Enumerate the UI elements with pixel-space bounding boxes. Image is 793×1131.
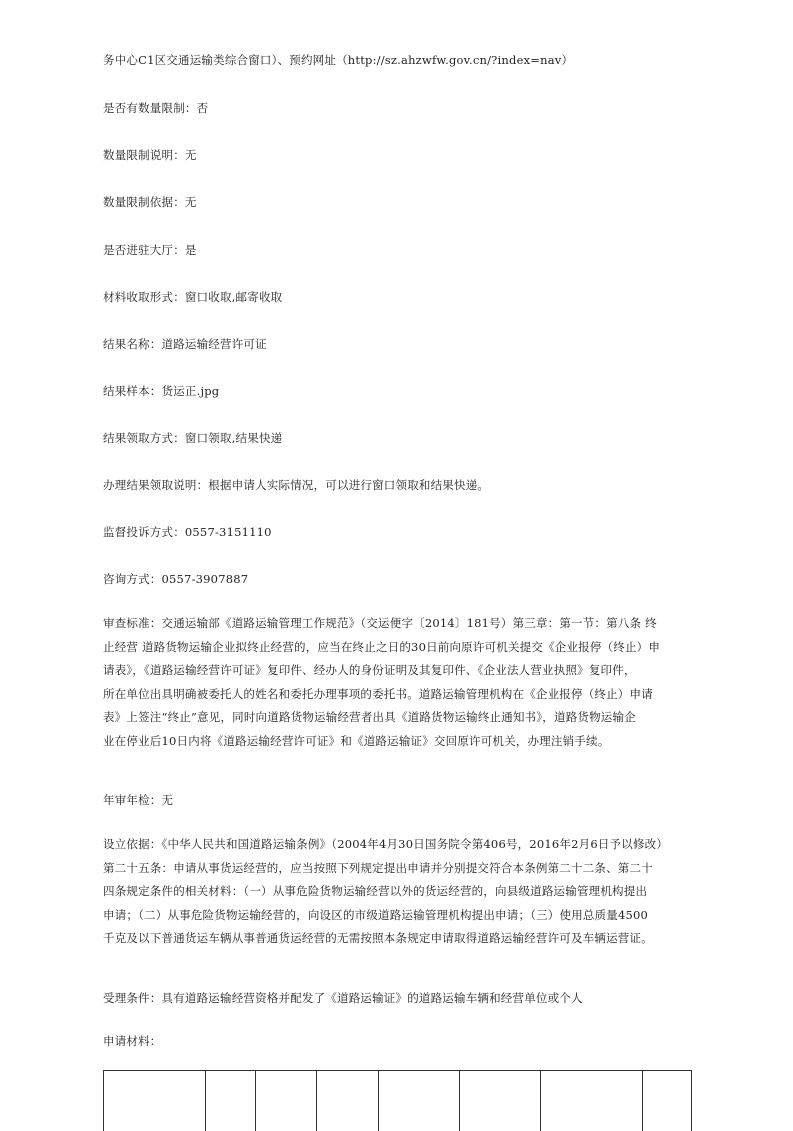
basis-line: 第二十五条：申请从事货运经营的，应当按照下列规定提出申请并分别提交符合本条例第二十二条、第二十 [103, 860, 653, 875]
review-line: 所在单位出具明确被委托人的姓名和委托办理事项的委托书。道路运输管理机构在《企业报停（终止）申请 [103, 686, 653, 701]
table-column-divider [316, 1071, 317, 1131]
basis-line: 千克及以下普通货运车辆从事普通货运经营的无需按照本条规定申请取得道路运输经营许可及车辆运营证。 [103, 931, 653, 945]
quantity-limit-basis-line: 数量限制依据：无 [103, 195, 197, 209]
review-line: 止经营 道路货物运输企业拟终止经营的，应当在终止之日的30日前向原许可机关提交《企业报停（终止）申 [103, 639, 661, 654]
appointment-location-line: 务中心C1区交通运输类综合窗口）、预约网址（http://sz.ahzwfw.gov.cn/?index=nav） [103, 53, 574, 67]
basis-line: 设立依据：《中华人民共和国道路运输条例》（2004年4月30日国务院令第406号，2016年2月6日予以修改） [103, 837, 669, 851]
annual-review-line: 年审年检：无 [103, 793, 174, 807]
review-line: 审查标准：交通运输部《道路运输管理工作规范》（交运便字〔2014〕181号）第三章：第一节：第八条 终 [103, 616, 657, 630]
result-sample-line: 结果样本：货运正.jpg [103, 384, 220, 398]
table-column-divider [691, 1071, 692, 1131]
table-column-divider [378, 1071, 379, 1131]
table-column-divider [642, 1071, 643, 1131]
hall-entry-line: 是否进驻大厅：是 [103, 243, 197, 257]
table-column-divider [459, 1071, 460, 1131]
establishment-basis-paragraph [103, 833, 693, 951]
complaint-contact-line: 监督投诉方式：0557-3151110 [103, 525, 272, 539]
basis-line: 四条规定条件的相关材料：（一）从事危险货物运输经营以外的货运经营的，向县级道路运输管理机构提出 [103, 884, 648, 898]
material-collection-line: 材料收取形式：窗口收取,邮寄收取 [103, 290, 283, 304]
result-name-line: 结果名称：道路运输经营许可证 [103, 337, 267, 351]
basis-line: 申请；（二）从事危险货物运输经营的，向设区的市级道路运输管理机构提出申请；（三）使用总质量4500 [103, 907, 649, 922]
table-column-divider [540, 1071, 541, 1131]
review-line: 表》上签注“终止”意见，同时向道路货物运输经营者出具《道路货物运输终止通知书》，道路货物运输企 [103, 710, 636, 724]
quantity-limit-desc-line: 数量限制说明：无 [103, 148, 197, 162]
review-line: 业在停业后10日内将《道路运输经营许可证》和《道路运输证》交回原许可机关，办理注销手续。 [103, 733, 610, 748]
quantity-limit-line: 是否有数量限制：否 [103, 101, 209, 115]
review-line: 请表》，《道路运输经营许可证》复印件、经办人的身份证明及其复印件、《企业法人营业执照》复印件， [103, 663, 636, 677]
application-materials-heading: 申请材料： [103, 1034, 162, 1048]
review-standard-paragraph [103, 612, 693, 753]
result-pickup-method-line: 结果领取方式：窗口领取,结果快递 [103, 431, 283, 445]
acceptance-conditions-line: 受理条件：具有道路运输经营资格并配发了《道路运输证》的道路运输车辆和经营单位或个人 [103, 991, 583, 1005]
inquiry-contact-line: 咨询方式：0557-3907887 [103, 572, 249, 586]
table-column-divider [205, 1071, 206, 1131]
table-column-divider [255, 1071, 256, 1131]
result-pickup-desc-line: 办理结果领取说明：根据申请人实际情况，可以进行窗口领取和结果快递。 [103, 478, 490, 492]
